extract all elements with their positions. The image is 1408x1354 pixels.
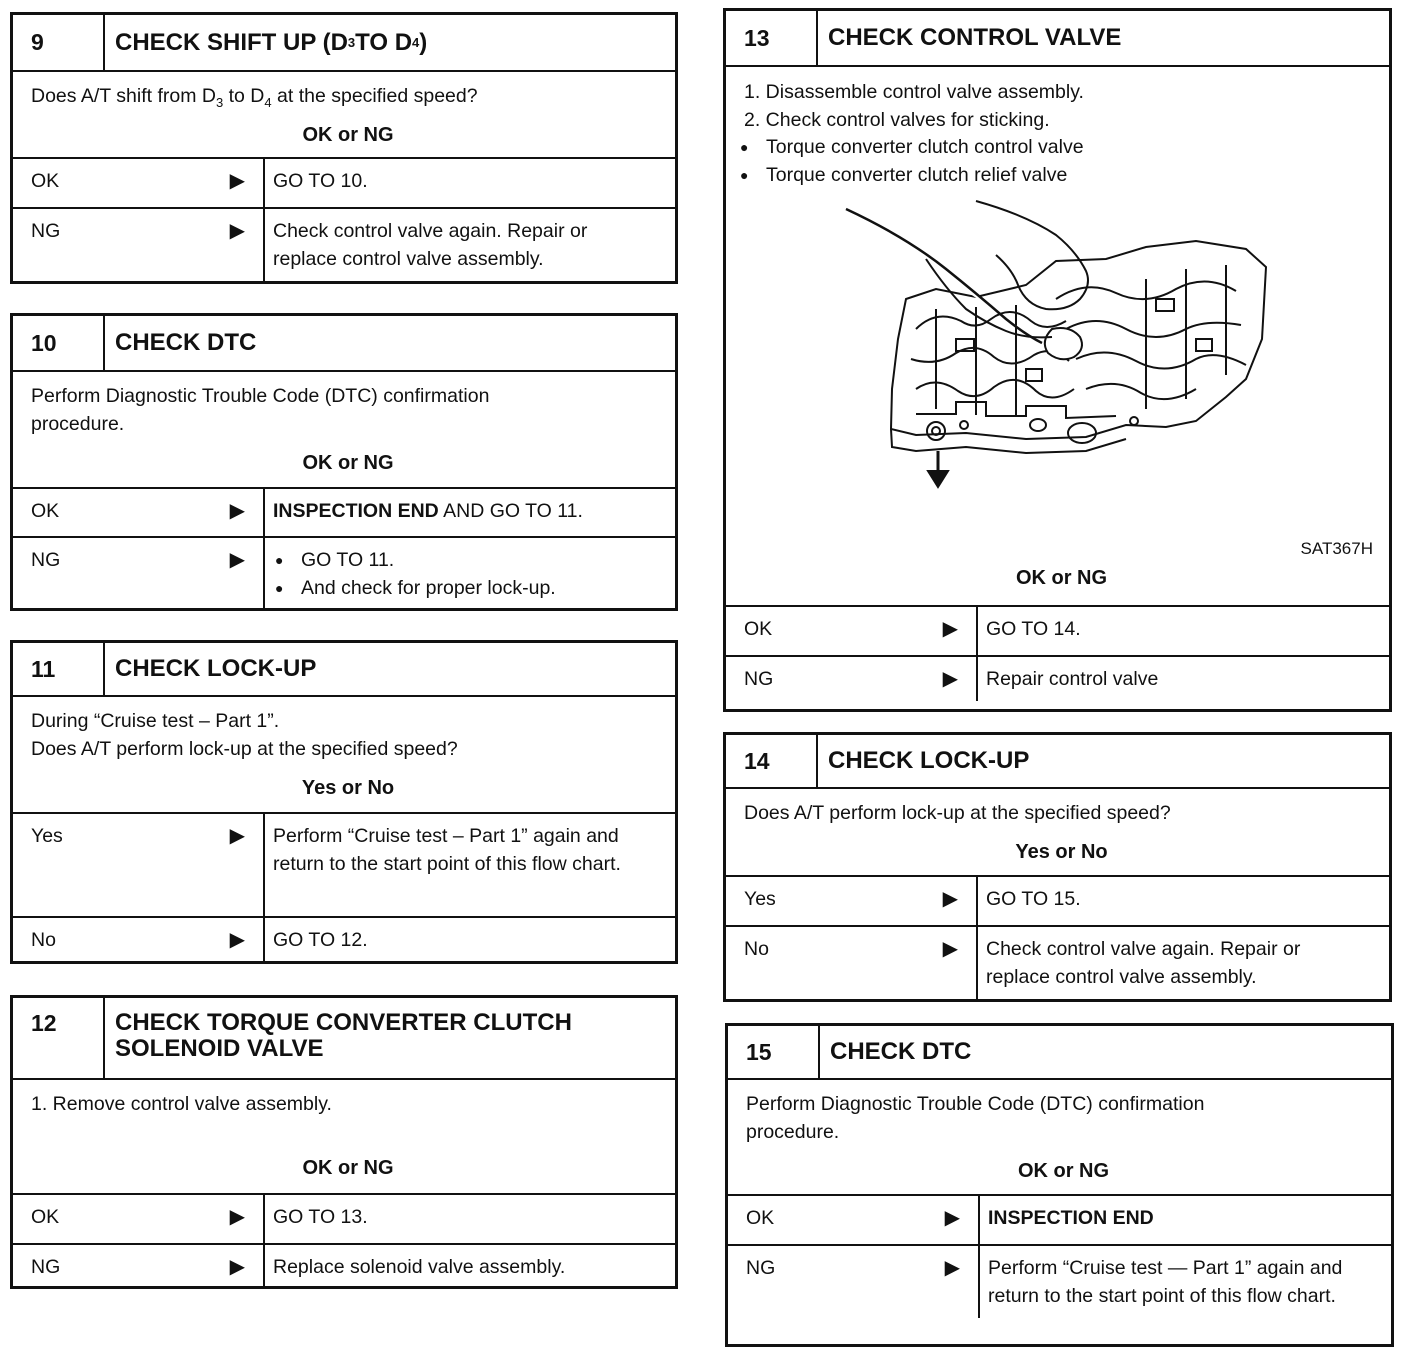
yes-or-no-label: Yes or No <box>726 841 1389 877</box>
result-row-yes <box>726 877 1389 927</box>
step-question: Does A/T perform lock-up at the specified speed? <box>744 802 1171 824</box>
step-question: Does A/T shift from $D_3$ to $D_4$ at the specified speed? <box>31 85 478 110</box>
step-9-box <box>10 12 678 284</box>
result-label: OK <box>31 1206 60 1228</box>
result-row-ng <box>728 1246 1391 1318</box>
ok-or-ng-label: OK or NG <box>728 1160 1391 1196</box>
control-valve-figure <box>726 189 1389 567</box>
result-label: OK <box>31 500 60 522</box>
result-label: OK <box>746 1207 775 1229</box>
arrow-right-icon: ▶ <box>229 220 245 242</box>
ok-or-ng-label: OK or NG <box>13 1157 675 1195</box>
result-label: No <box>31 929 56 951</box>
result-row-ng <box>13 538 675 610</box>
result-label: No <box>744 938 769 960</box>
step-title: CHECK CONTROL VALVE <box>828 24 1122 51</box>
result-label: Yes <box>31 825 63 847</box>
result-row-ng <box>726 657 1389 701</box>
arrow-right-icon: ▶ <box>942 618 958 640</box>
result-text: Repair control valve <box>986 668 1159 690</box>
arrow-right-icon: ▶ <box>944 1207 960 1229</box>
result-text: GO TO 14. <box>986 618 1081 640</box>
result-row-no <box>726 927 1389 999</box>
result-row-ng <box>13 209 675 281</box>
arrow-right-icon: ▶ <box>229 170 245 192</box>
result-text: INSPECTION END AND GO TO 11. <box>273 500 583 522</box>
step-line: 1. Disassemble control valve assembly. <box>744 81 1084 103</box>
step-instruction: During “Cruise test – Part 1”. Does A/T perform lock-up at the specified speed? <box>31 710 458 760</box>
inspection-end-text: INSPECTION END <box>273 500 439 522</box>
result-label: NG <box>31 1256 61 1278</box>
result-label: NG <box>31 220 61 242</box>
result-text: Perform “Cruise test – Part 1” again and return to the start point of this flow chart. <box>273 825 621 875</box>
result-row-ng <box>13 1245 675 1289</box>
result-text: GO TO 13. <box>273 1206 368 1228</box>
step-number: 13 <box>726 11 818 65</box>
step-15-box <box>725 1023 1394 1347</box>
result-row-yes <box>13 814 675 918</box>
bullet-item: ● Torque converter clutch relief valve <box>738 162 1371 190</box>
step-instruction: 1. Remove control valve assembly. <box>31 1093 332 1115</box>
result-text: Check control valve again. Repair or replace control valve assembly. <box>273 220 588 270</box>
result-row-ok <box>728 1196 1391 1246</box>
result-label: Yes <box>744 888 776 910</box>
arrow-right-icon: ▶ <box>229 549 245 571</box>
step-title: CHECK DTC <box>830 1038 972 1065</box>
bullet-item: ● And check for proper lock-up. <box>273 574 667 602</box>
step-title: CHECK LOCK-UP <box>115 655 317 682</box>
step-title: CHECK LOCK-UP <box>828 747 1030 774</box>
bullet-item: ● GO TO 11. <box>273 546 667 574</box>
step-instruction: Perform Diagnostic Trouble Code (DTC) confirmation procedure. <box>31 385 490 435</box>
inspection-end-text: INSPECTION END <box>988 1207 1154 1229</box>
figure-code: SAT367H <box>1300 539 1373 558</box>
result-label: NG <box>744 668 774 690</box>
step-title: CHECK DTC <box>115 329 257 356</box>
result-text <box>265 538 675 610</box>
result-text: GO TO 12. <box>273 929 368 951</box>
ok-or-ng-label: OK or NG <box>13 452 675 489</box>
arrow-right-icon: ▶ <box>942 888 958 910</box>
step-title: CHECK TORQUE CONVERTER CLUTCH SOLENOID VALVE <box>115 1009 572 1062</box>
step-13-box <box>723 8 1392 712</box>
step-instruction <box>726 67 1389 189</box>
step-title: CHECK SHIFT UP (D 3 TO D 4 ) <box>115 28 428 56</box>
result-row-ok <box>726 607 1389 657</box>
result-row-ok <box>13 489 675 538</box>
arrow-right-icon: ▶ <box>229 825 245 847</box>
result-text: GO TO 15. <box>986 888 1081 910</box>
result-row-no <box>13 918 675 962</box>
step-9-header <box>13 15 675 72</box>
bullet-item: ● Torque converter clutch control valve <box>738 134 1371 162</box>
result-text: Perform “Cruise test — Part 1” again and return to the start point of this flow chart. <box>988 1257 1343 1307</box>
step-number: 10 <box>13 316 105 370</box>
step-12-box <box>10 995 678 1289</box>
result-text: Replace solenoid valve assembly. <box>273 1256 566 1278</box>
arrow-right-icon: ▶ <box>229 1256 245 1278</box>
step-14-box <box>723 732 1392 1002</box>
step-11-box <box>10 640 678 964</box>
ok-or-ng-label: OK or NG <box>726 567 1389 607</box>
arrow-right-icon: ▶ <box>944 1257 960 1279</box>
step-number: 12 <box>13 998 105 1078</box>
result-label: OK <box>31 170 60 192</box>
arrow-right-icon: ▶ <box>942 668 958 690</box>
step-number: 11 <box>13 643 105 695</box>
step-instruction: Perform Diagnostic Trouble Code (DTC) confirmation procedure. <box>746 1093 1205 1143</box>
result-label: NG <box>746 1257 776 1279</box>
result-row-ok <box>13 159 675 209</box>
step-number: 15 <box>728 1026 820 1078</box>
arrow-right-icon: ▶ <box>229 1206 245 1228</box>
arrow-right-icon: ▶ <box>942 938 958 960</box>
result-text: Check control valve again. Repair or replace control valve assembly. <box>986 938 1301 988</box>
control-valve-illustration <box>726 189 1389 567</box>
step-number: 9 <box>13 15 105 70</box>
result-label: OK <box>744 618 773 640</box>
arrow-right-icon: ▶ <box>229 500 245 522</box>
ok-or-ng-label: OK or NG <box>13 124 675 159</box>
step-line: 2. Check control valves for sticking. <box>744 108 1050 131</box>
result-label: NG <box>31 549 61 571</box>
step-10-box <box>10 313 678 611</box>
step-number: 14 <box>726 735 818 787</box>
yes-or-no-label: Yes or No <box>13 777 675 814</box>
result-text: GO TO 10. <box>273 170 368 192</box>
arrow-right-icon: ▶ <box>229 929 245 951</box>
result-row-ok <box>13 1195 675 1245</box>
